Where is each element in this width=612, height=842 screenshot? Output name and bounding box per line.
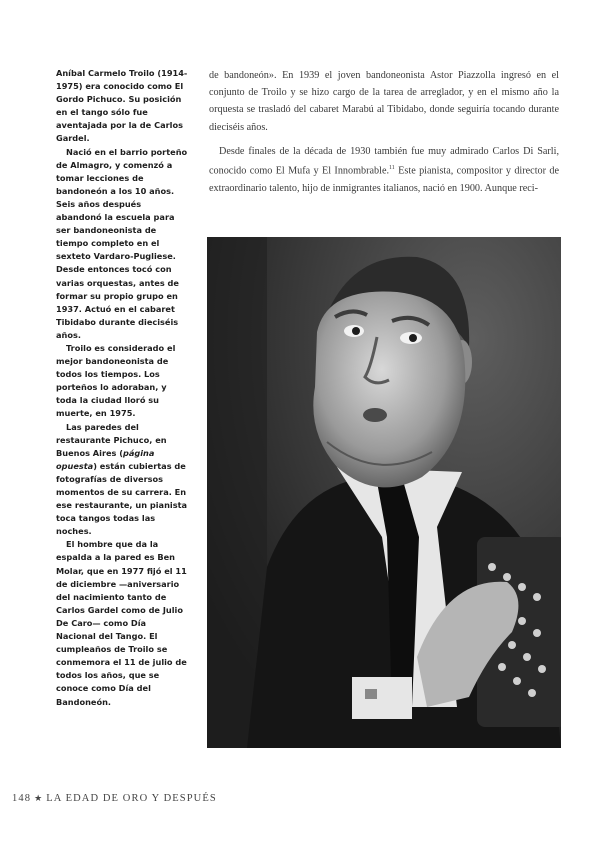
body-paragraph	[209, 143, 559, 197]
caption-text: Las paredes del restaurante Pichuco, en Buenos Aires (	[56, 421, 167, 458]
caption-italic-ref: página opuesta	[56, 447, 155, 471]
troilo-photograph	[207, 237, 561, 748]
body-paragraph: de bandoneón». En 1939 el joven bandoneonista Astor Piazzolla ingresó en el conjunto de Troilo y se hizo cargo de la tarea de arreglador, y en el mismo año la orquesta se trasladó del cabaret Marabú al Tibidabo, donde seguiría tocando durante dieciséis años.	[209, 70, 559, 133]
main-body-text	[209, 67, 559, 197]
caption-text: ) están cubiertas de fotografías de diversos momentos de su carrera. En ese restaurante, un pianista toca tangos todas las noches.	[56, 460, 188, 537]
footnote-ref: 11	[389, 165, 395, 172]
page-number: 148	[12, 793, 32, 804]
sidebar-caption	[56, 67, 188, 709]
star-icon: ★	[34, 794, 44, 804]
body-text: Este pianista, compositor y director de extraordinario talento, hijo de inmigrantes italianos, nació en 1900. Aunque reci-	[209, 165, 559, 194]
caption-paragraph	[56, 421, 188, 539]
caption-paragraph: Aníbal Carmelo Troilo (1914-1975) era conocido como El Gordo Pichuco. Su posición en el tango sólo fue aventajada por la de Carlos Gardel.	[56, 68, 188, 144]
body-text: Desde finales de la década de 1930 también fue muy admirado Carlos Di Sarli, conocido como El Mufa y El Innombrable.	[209, 145, 559, 177]
section-title: LA EDAD DE ORO Y DESPUÉS	[46, 793, 217, 804]
caption-paragraph: El hombre que da la espalda a la pared es Ben Molar, que en 1977 fijó el 11 de diciembre —aniversario del nacimiento tanto de Carlos Gardel como de Julio De Caro— como Día Nacional del Tango. El cumpleaños de Troilo se conmemora el 11 de julio de todos los años, que se conoce como Día del Bandoneón.	[56, 539, 187, 707]
caption-paragraph: Troilo es considerado el mejor bandoneonista de todos los tiempos. Los porteños lo adoraban, y toda la ciudad lloró su muerte, en 1975.	[56, 342, 176, 419]
caption-paragraph: Nació en el barrio porteño de Almagro, y comenzó a tomar lecciones de bandoneón a los 10 años. Seis años después abandonó la escuela para ser bandoneonista de tiempo completo en el sexteto Vardaro-Pugliese. Desde entonces tocó con varias orquestas, antes de formar su propio grupo en 1937. Actuó en el cabaret Tibidabo durante dieciséis años.	[56, 146, 188, 340]
photo-illustration	[207, 237, 561, 748]
page-footer	[12, 793, 217, 804]
